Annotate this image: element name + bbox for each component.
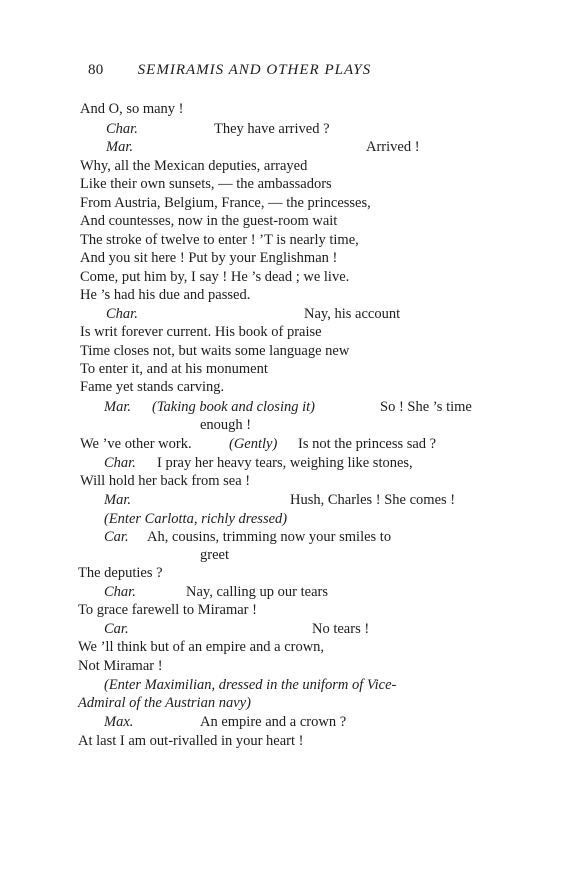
verse-line: From Austria, Belgium, France, — the princesses, bbox=[80, 195, 371, 211]
speaker-name: Char. bbox=[104, 455, 136, 471]
speaker-name: Mar. bbox=[104, 492, 131, 508]
verse-line: And countesses, now in the guest-room wait bbox=[80, 213, 338, 229]
verse-line: Hush, Charles ! She comes ! bbox=[290, 492, 456, 508]
speaker-name: Max. bbox=[104, 714, 134, 730]
verse-line: To grace farewell to Miramar ! bbox=[78, 602, 257, 618]
verse-line: Nay, his account bbox=[304, 306, 401, 322]
verse-line: Nay, calling up our tears bbox=[186, 584, 328, 600]
verse-line: We ’ll think but of an empire and a crown, bbox=[78, 639, 325, 655]
speaker-name: Char. bbox=[104, 584, 136, 600]
verse-line: So ! She ’s time bbox=[380, 399, 472, 415]
speaker-name: Car. bbox=[104, 621, 129, 637]
running-title: SEMIRAMIS AND OTHER PLAYS bbox=[137, 62, 372, 78]
verse-line: To enter it, and at his monument bbox=[80, 361, 268, 377]
verse-line: greet bbox=[200, 547, 229, 563]
verse-line: Is not the princess sad ? bbox=[298, 436, 437, 452]
verse-line: Is writ forever current. His book of praise bbox=[80, 324, 322, 340]
verse-line: Time closes not, but waits some language new bbox=[80, 343, 350, 359]
verse-line: Why, all the Mexican deputies, arrayed bbox=[80, 158, 308, 174]
verse-line: I pray her heavy tears, weighing like stones, bbox=[157, 455, 413, 471]
stage-direction: (Enter Maximilian, dressed in the uniform of Vice- bbox=[104, 677, 397, 693]
stage-direction: (Gently) bbox=[229, 436, 278, 452]
verse-line: The stroke of twelve to enter ! ’T is nearly time, bbox=[80, 232, 359, 248]
speaker-name: Car. bbox=[104, 529, 129, 545]
verse-line: We ’ve other work. bbox=[80, 436, 192, 452]
speaker-name: Mar. bbox=[106, 139, 133, 155]
verse-line: He ’s had his due and passed. bbox=[80, 287, 251, 303]
verse-line: Fame yet stands carving. bbox=[80, 379, 225, 395]
verse-line: enough ! bbox=[200, 417, 252, 433]
stage-direction: (Taking book and closing it) bbox=[152, 399, 315, 415]
verse-line: Not Miramar ! bbox=[78, 658, 163, 674]
speaker-name: Mar. bbox=[104, 399, 131, 415]
verse-line: Like their own sunsets, — the ambassadors bbox=[80, 176, 332, 192]
verse-line: They have arrived ? bbox=[214, 121, 330, 137]
verse-line: The deputies ? bbox=[78, 565, 163, 581]
verse-line: Ah, cousins, trimming now your smiles to bbox=[147, 529, 392, 545]
verse-line: At last I am out-rivalled in your heart ! bbox=[78, 733, 304, 749]
verse-line: Come, put him by, I say ! He ’s dead ; we live. bbox=[80, 269, 350, 285]
page-number: 80 bbox=[88, 62, 104, 78]
speaker-name: Char. bbox=[106, 121, 138, 137]
stage-direction: (Enter Carlotta, richly dressed) bbox=[104, 511, 288, 527]
stage-direction: Admiral of the Austrian navy) bbox=[78, 695, 251, 711]
speaker-name: Char. bbox=[106, 306, 138, 322]
verse-line: No tears ! bbox=[312, 621, 370, 637]
verse-line: Will hold her back from sea ! bbox=[80, 473, 251, 489]
verse-line: An empire and a crown ? bbox=[200, 714, 347, 730]
running-header bbox=[88, 62, 371, 79]
verse-line: Arrived ! bbox=[366, 139, 420, 155]
verse-line: And O, so many ! bbox=[80, 101, 184, 117]
verse-line: And you sit here ! Put by your Englishman ! bbox=[80, 250, 338, 266]
